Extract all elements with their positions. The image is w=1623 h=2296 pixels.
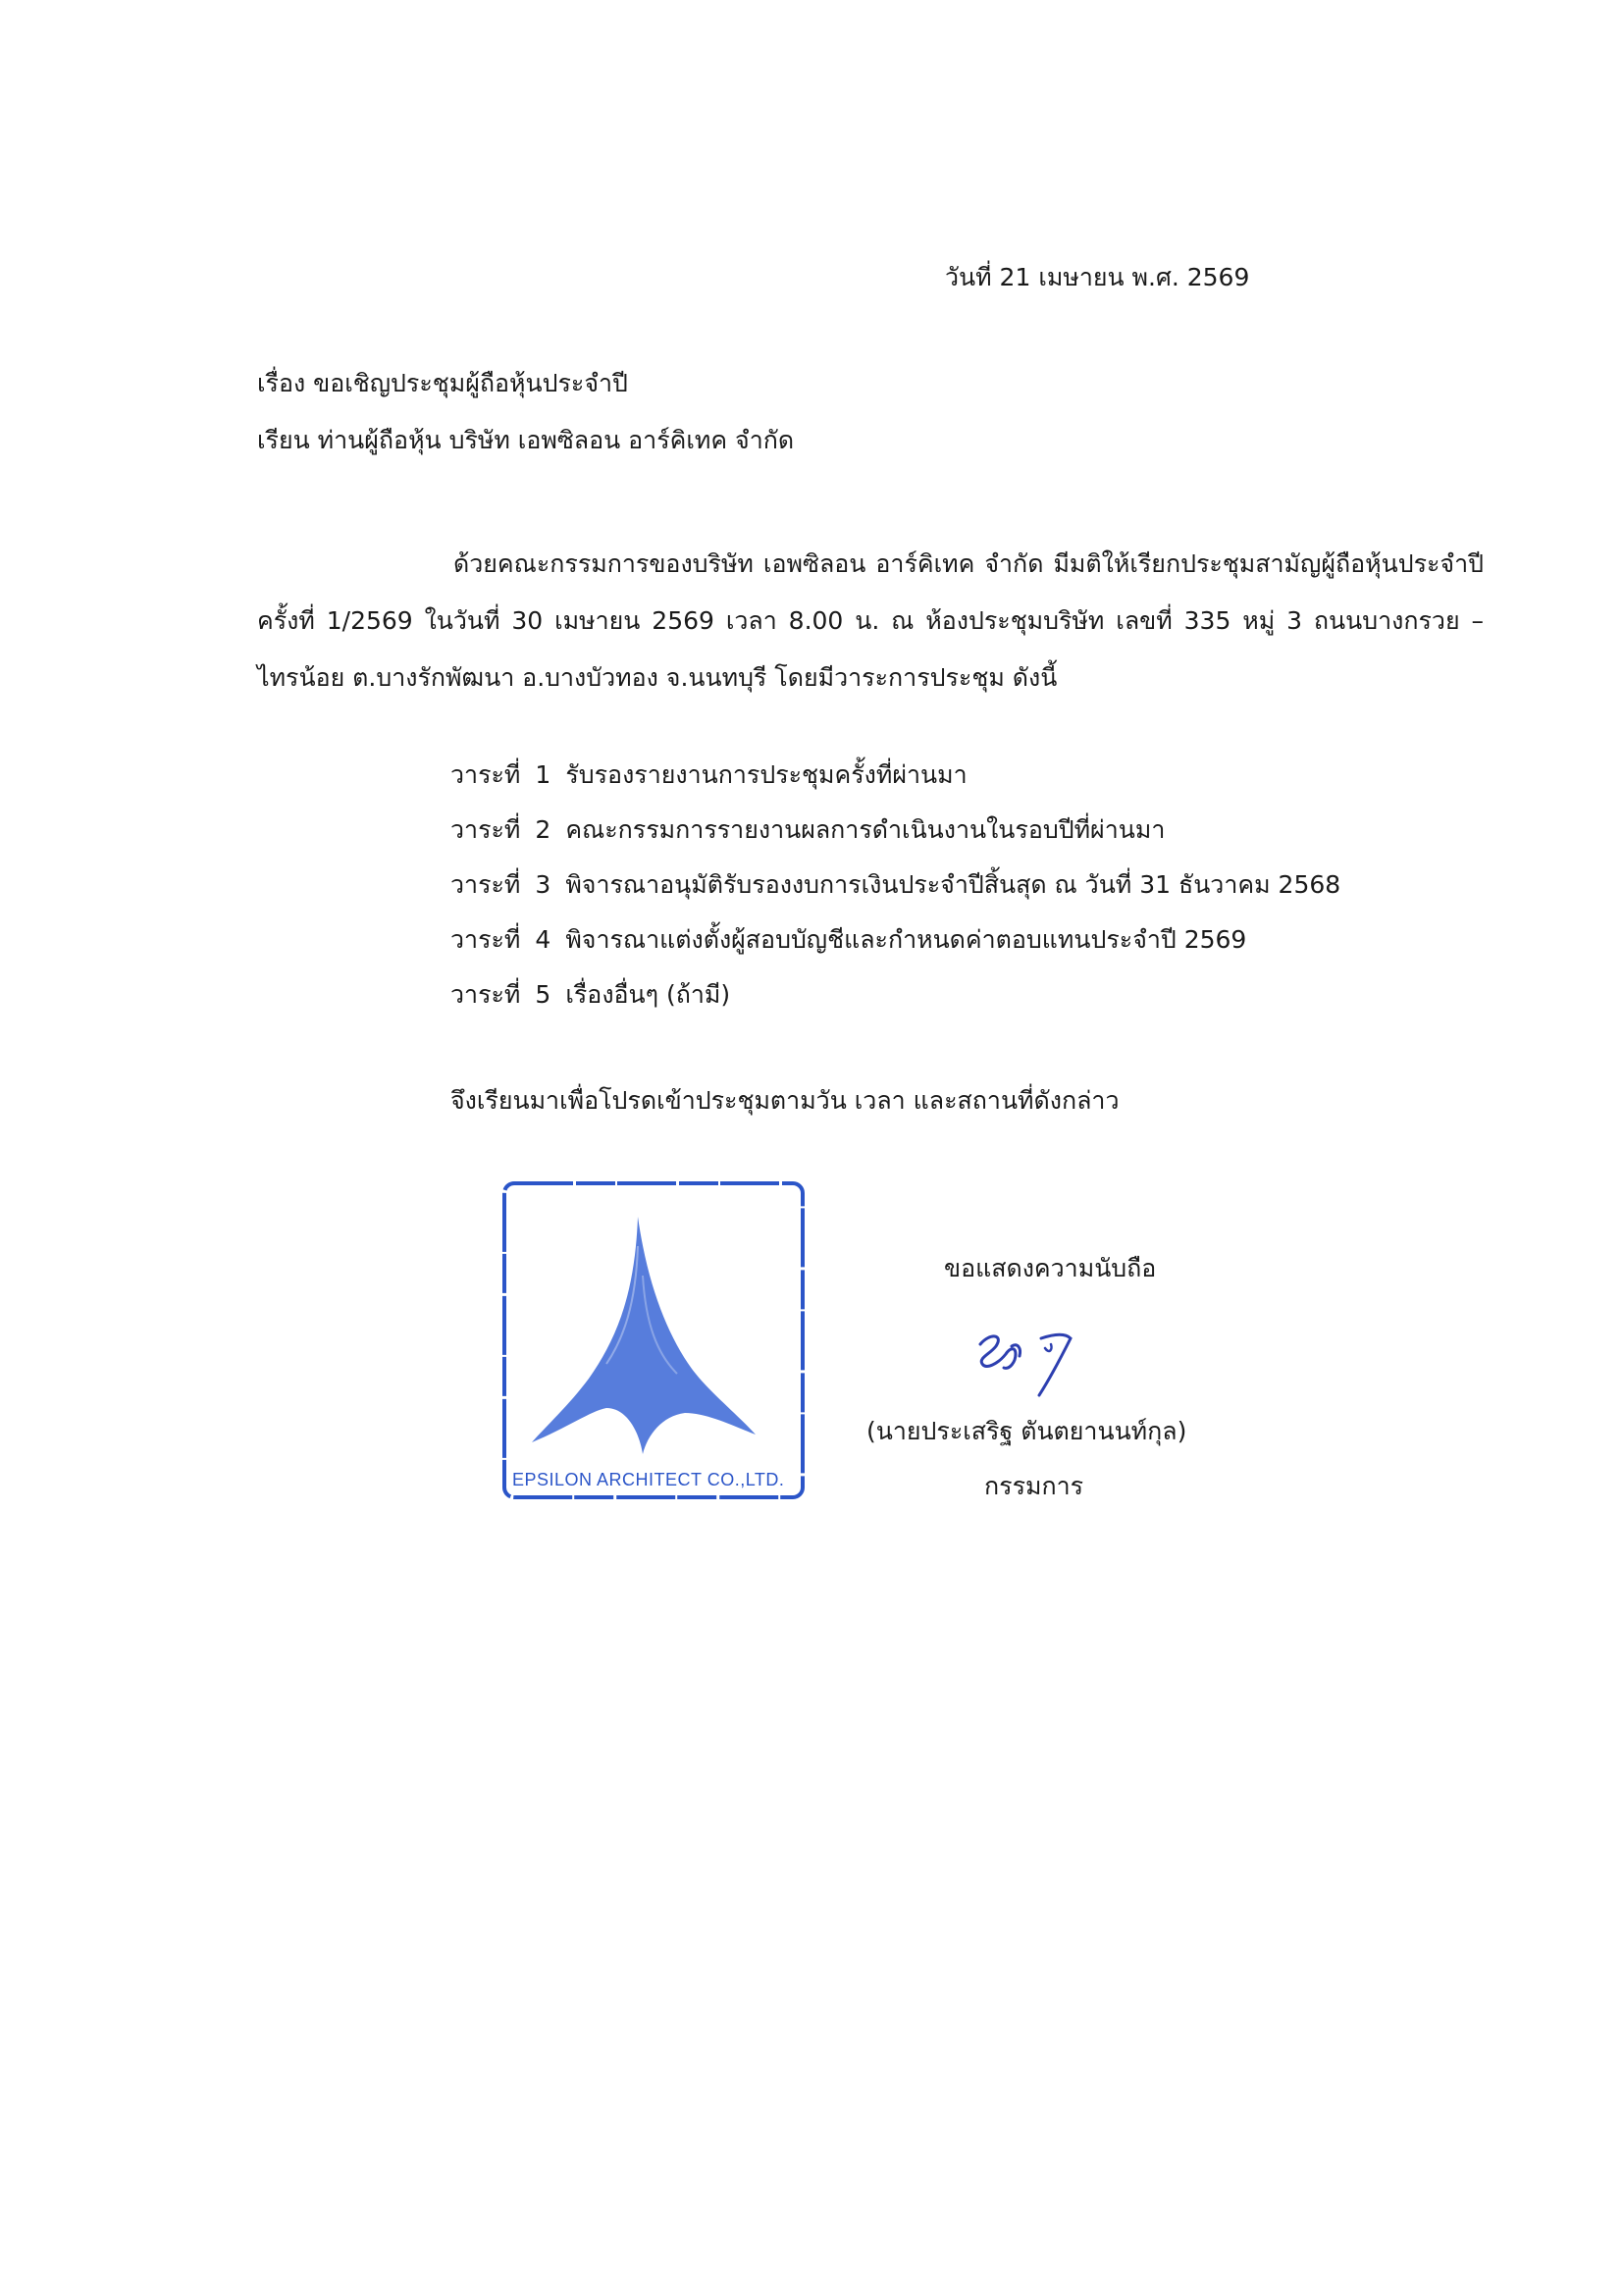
letter-body: [257, 536, 1484, 706]
letter-date: วันที่ 21 เมษายน พ.ศ. 2569: [945, 263, 1250, 291]
agenda-number: 1: [535, 760, 551, 789]
agenda-item: [450, 858, 1340, 913]
agenda-label: วาระที่: [450, 980, 521, 1009]
agenda-text: พิจารณาอนุมัติรับรองงบการเงินประจำปีสิ้นสุด ณ วันที่ 31 ธันวาคม 2568: [565, 870, 1341, 899]
agenda-number: 3: [535, 870, 551, 899]
agenda-label: วาระที่: [450, 870, 521, 899]
agenda-number: 4: [535, 925, 551, 954]
agenda-text: พิจารณาแต่งตั้งผู้สอบบัญชีและกำหนดค่าตอบแทนประจำปี 2569: [565, 925, 1247, 954]
agenda-label: วาระที่: [450, 760, 521, 789]
agenda-item: [450, 967, 1340, 1022]
signer-name: (นายประเสริฐ ตันตยานนท์กุล): [866, 1417, 1187, 1445]
letter-regards: ขอแสดงความนับถือ: [944, 1254, 1157, 1282]
agenda-text: คณะกรรมการรายงานผลการดำเนินงานในรอบปีที่ผ่านมา: [565, 815, 1166, 844]
signer-title: กรรมการ: [984, 1472, 1084, 1500]
agenda-label: วาระที่: [450, 925, 521, 954]
agenda-item: [450, 748, 1340, 803]
agenda-text: เรื่องอื่นๆ (ถ้ามี): [565, 980, 731, 1009]
agenda-item: [450, 913, 1340, 967]
agenda-number: 5: [535, 980, 551, 1009]
agenda-number: 2: [535, 815, 551, 844]
agenda-text: รับรองรายงานการประชุมครั้งที่ผ่านมา: [565, 760, 968, 789]
epsilon-logo-icon: [532, 1217, 756, 1454]
stamp-text: EPSILON ARCHITECT CO.,LTD.: [512, 1470, 785, 1489]
signature-mark: [967, 1325, 1094, 1403]
letter-salutation: เรียน ท่านผู้ถือหุ้น บริษัท เอพซิลอน อาร์คิเทค จำกัด: [257, 426, 795, 454]
letter-subject: เรื่อง ขอเชิญประชุมผู้ถือหุ้นประจำปี: [257, 369, 628, 397]
company-stamp: [491, 1177, 810, 1506]
letter-body-text: ด้วยคณะกรรมการของบริษัท เอพซิลอน อาร์คิเทค จำกัด มีมติให้เรียกประชุมสามัญผู้ถือหุ้นประจำปี ครั้งที่ 1/2569 ในวันที่ 30 เมษายน 2569 เวลา 8.00 น. ณ ห้องประชุมบริษัท เลขที่ 335 หมู่ 3 ถนนบางกรวย – ไทรน้อย ต.บางรักพัฒนา อ.บางบัวทอง จ.นนทบุรี โดยมีวาระการประชุม ดังนี้: [257, 549, 1484, 692]
agenda-item: [450, 803, 1340, 858]
letter-closing: จึงเรียนมาเพื่อโปรดเข้าประชุมตามวัน เวลา และสถานที่ดังกล่าว: [450, 1086, 1120, 1115]
agenda-label: วาระที่: [450, 815, 521, 844]
agenda-list: [450, 748, 1340, 1022]
